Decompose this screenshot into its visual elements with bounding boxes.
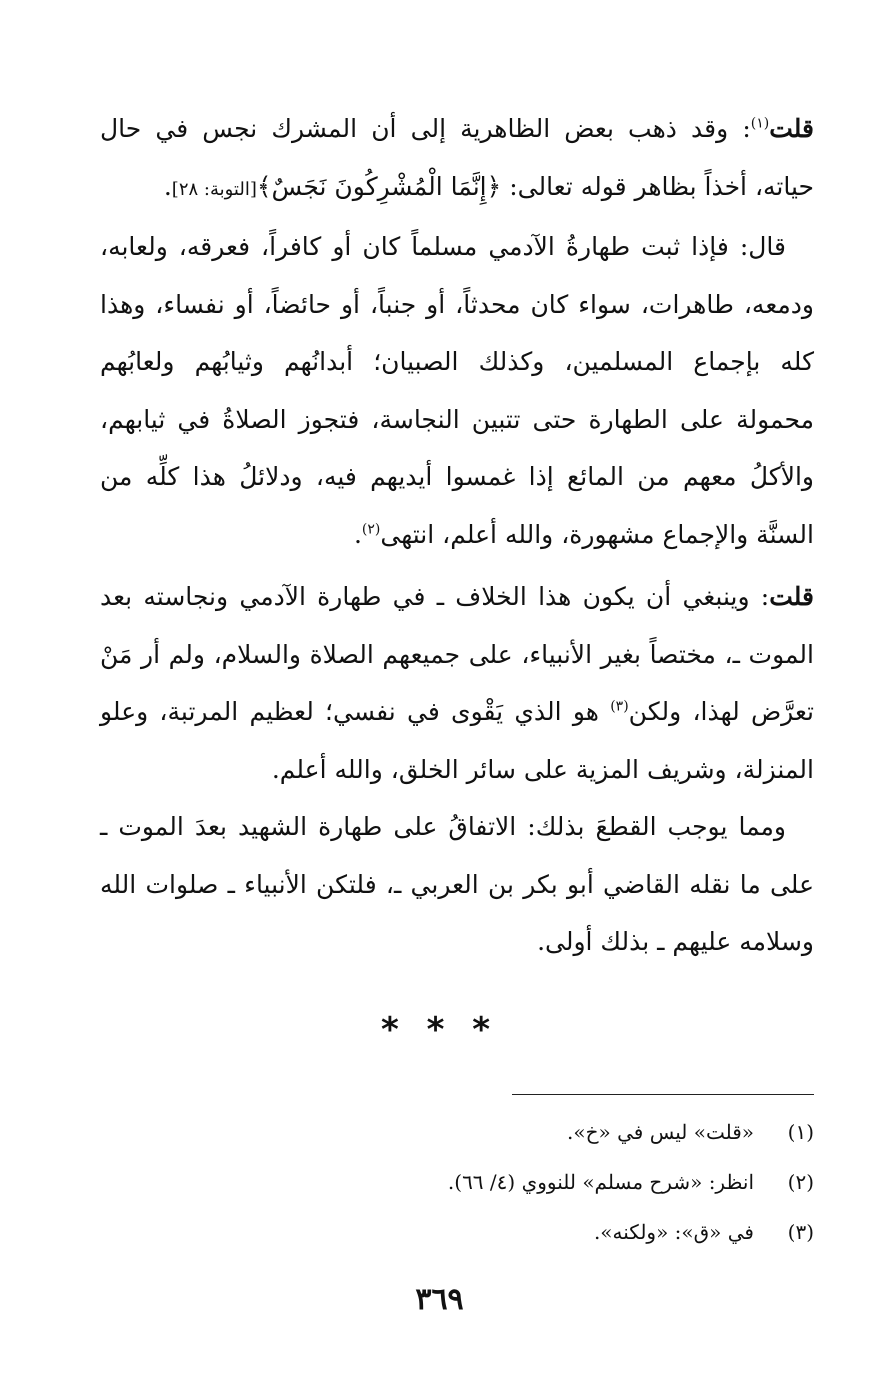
lead-word: قلت [769, 582, 814, 611]
footnote-number: (٣) [787, 1220, 814, 1244]
paragraph-2 [100, 218, 814, 563]
lead-word: قلت [769, 114, 814, 143]
section-separator: * * * [380, 1010, 498, 1050]
paragraph-4 [100, 798, 814, 971]
footnote-marker: (٢) [361, 521, 381, 538]
footnote-number: (٢) [787, 1170, 814, 1194]
paragraph-text: قال: فإذا ثبت طهارةُ الآدمي مسلماً كان أو كافراً، فعرقه، ولعابه، ودمعه، طاهرات، سواء كان محدثاً، أو جنباً، أو حائضاً، أو نفساء، وهذا كله بإجماع المسلمين، وكذلك الصبيان؛ أبدانُهم وثيابُهم ولعابُهم محمولة على الطهارة حتى تتبين النجاسة، فتجوز الصلاةُ في ثيابهم، والأكلُ معهم من المائع إذا غمسوا أيديهم فيه، ودلائلُ هذا كلِّه من السنَّة والإجماع مشهورة، والله أعلم، انتهى [100, 232, 815, 549]
paragraph-text-continued: هو الذي يَقْوى في نفسي؛ لعظيم المرتبة، وعلو المنزلة، وشريف المزية على سائر الخلق، والله أعلم. [100, 697, 814, 784]
paragraph-end: . [163, 171, 172, 201]
verse-reference: [التوبة: ٢٨] [171, 178, 257, 200]
footnote-marker: (١) [750, 115, 770, 132]
paragraph-text: ومما يوجب القطعَ بذلك: الاتفاقُ على طهارة الشهيد بعدَ الموت ـ على ما نقله القاضي أبو بكر بن العربي ـ، فلتكن الأنبياء ـ صلوات الله وسلامه عليهم ـ بذلك أولى. [100, 812, 814, 956]
footnote-text: انظر: «شرح مسلم» للنووي (٤/ ٦٦). [447, 1170, 754, 1194]
paragraph-3 [100, 568, 814, 798]
main-text [100, 100, 814, 971]
footnote-item [200, 1107, 814, 1157]
footnote-item [200, 1157, 814, 1207]
footnote-divider [512, 1094, 814, 1095]
quran-verse: ﴿إِنَّمَا الْمُشْرِكُونَ نَجَسٌ﴾ [256, 171, 502, 201]
paragraph-text: : وقد ذهب بعض الظاهرية إلى أن المشرك نجس في حال حياته، أخذاً بظاهر قوله تعالى: [100, 114, 814, 201]
paragraph-text: : وينبغي أن يكون هذا الخلاف ـ في طهارة الآدمي ونجاسته بعد الموت ـ، مختصاً بغير الأنبياء، على جميعهم الصلاة والسلام، ولم أر مَنْ تعرَّض لهذا، ولكن [100, 582, 814, 726]
paragraph-1 [100, 100, 814, 218]
footnotes [200, 1107, 814, 1257]
footnote-text: في «ق»: «ولكنه». [593, 1220, 754, 1244]
footnote-marker: (٣) [610, 698, 629, 715]
footnote-number: (١) [787, 1120, 814, 1144]
footnote-item [200, 1207, 814, 1257]
paragraph-end: . [353, 519, 362, 549]
page-number: ٣٦٩ [415, 1282, 464, 1317]
footnote-text: «قلت» ليس في «خ». [567, 1120, 754, 1144]
